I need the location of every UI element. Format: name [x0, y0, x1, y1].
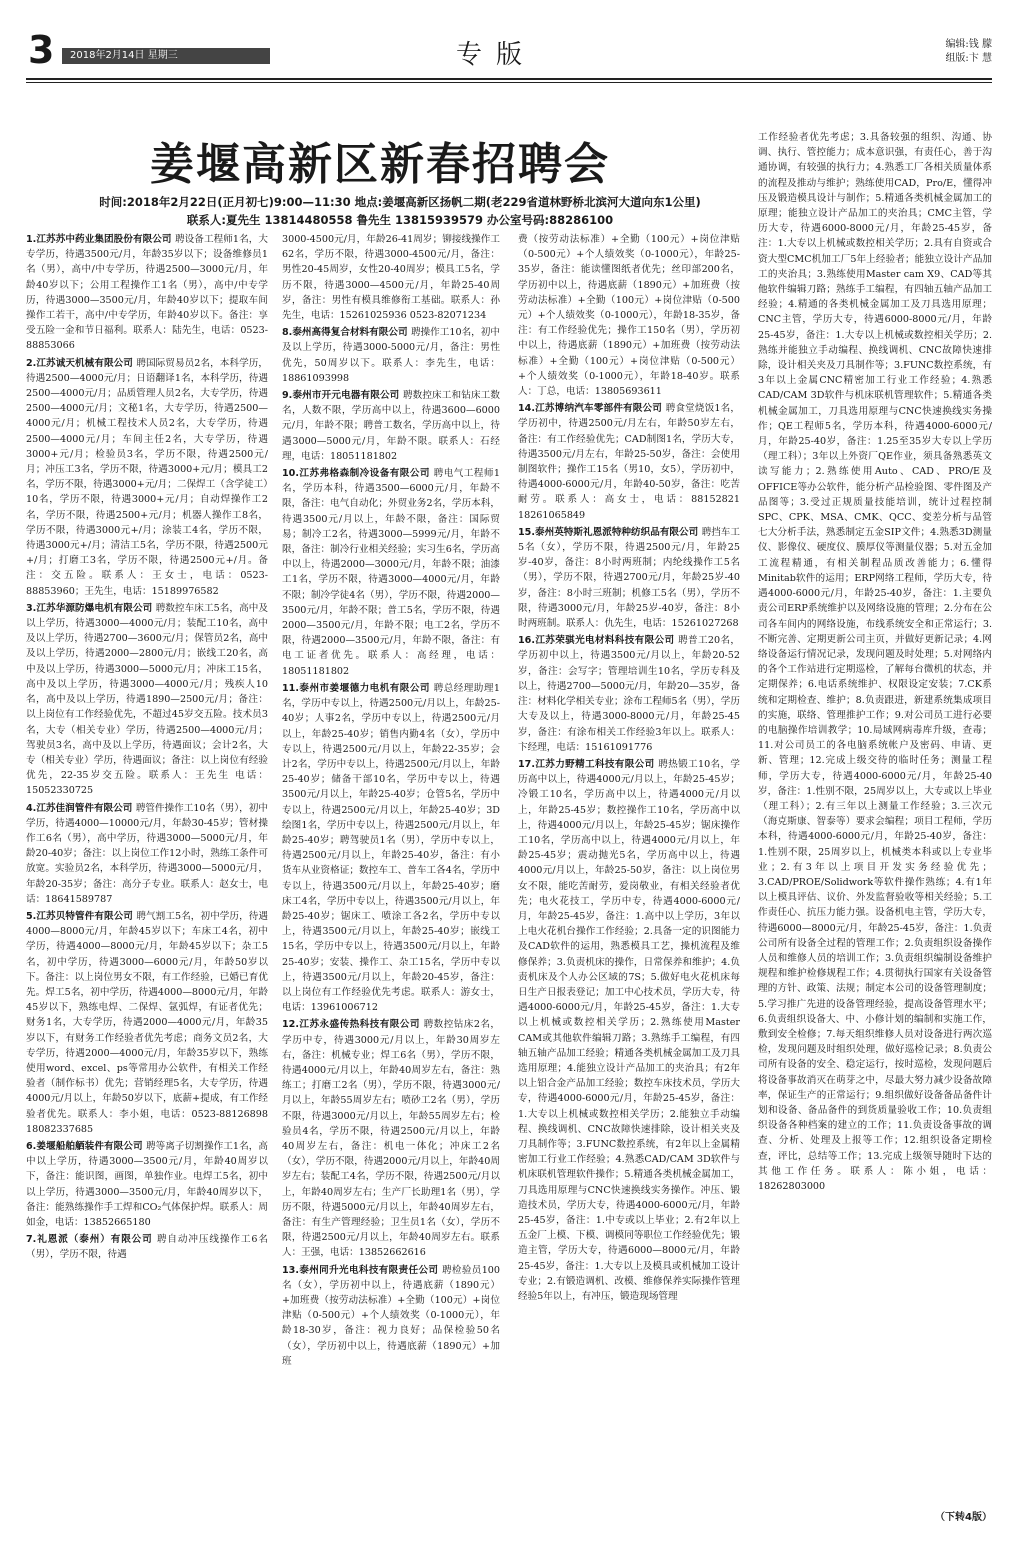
listing-body: 费（按劳动法标准）+全勤（100元）+岗位津贴（0-500元）+个人绩效奖（0-1000元），年龄25-35岁，备注：能读懂图纸者优先；丝印部200名，学历初中以上，待遇底薪（1890元）+加班费（按劳动法标准）+全勤（100元）+岗位津贴（0-500元）+个人绩效奖（0-1000元），年龄18-35岁，备注：有工作经验优先；操作工150名（男），学历初中以上，待遇底薪（1890元）+加班费（按劳动法标准）+全勤（100元）+岗位津贴（0-500元）+个人绩效奖（0-1000元），年龄18-40岁。联系人：丁总，电话：13805693611 — [518, 234, 740, 398]
company-name: 15.泰州英特斯礼恩派特种纺织品有限公司 — [518, 526, 702, 538]
company-name: 14.江苏博纳汽车零部件有限公司 — [518, 403, 666, 415]
listing-body: 聘自动冲压线操作工6名（男），学历不限，待遇 — [26, 1234, 268, 1261]
listing-body: 聘食堂烧饭1名，学历初中，待遇2500元/月左右，年龄50岁左右，备注：有工作经验优先；CAD制图1名，学历大专，待遇3500元/月左右，年龄25-50岁，备注：会使用制图软件；操作工15名（男10，女5），学历初中，待遇4000-6000元/月，年龄40-50岁，备注：吃苦耐劳。联系人：高女士，电话：88152821 18261065849 — [518, 403, 740, 521]
listing-body: 聘总经理助理1名，学历中专以上，待遇2500元/月以上，年龄25-40岁；人事2名，学历中专以上，待遇2500元/月以上，年龄25-40岁；销售内勤4名（女），学历中专以上，待遇2500元/月以上，年龄22-35岁；会计2名，学历中专以上，待遇2500元/月以上，年龄25-40岁；储备干部10名，学历中专以上，待遇3500元/月以上，年龄25-40岁；仓管5名，学历中专以上，待遇2500元/月以上，年龄25-40岁；3D绘图1名，学历中专以上，待遇2500元/月以上，年龄25-40岁；聘驾驶员1名（男），学历中专以上，待遇2500元/月以上，年龄25-40岁，备注：有小货车从业资格证；数控车工、普车工各4名，学历中专以上，待遇3500元/月以上，年龄25-40岁；磨床工4名，学历中专以上，待遇3500元/月以上，年龄25-40岁；锯床工、喷涂工各2名，学历中专以上，待遇3500元/月以上，年龄25-40岁；嵌线工15名，学历中专以上，待遇3500元/月以上，年龄25-40岁；安装、操作工、杂工15名，学历中专以上，待遇3500元/月以上，年龄20-45岁，备注：以上岗位有工作经验优先考虑。联系人：游女士，电话：13961006712 — [282, 682, 500, 1014]
listing-item — [26, 601, 268, 799]
masthead — [26, 28, 992, 74]
header-rule — [26, 78, 992, 80]
listing-body: 聘管件操作工10名（男），初中学历，待遇4000—10000元/月，年龄30-45岁；管材操作工6名（男），高中学历，待遇3000—5000元/月，年龄20-40岁；备注：以上岗位工作12小时，熟练工条件可放宽。实验员2名，本科学历，待遇3000—5000元/月，年龄20-35岁；备注：高分子专业。联系人：赵女士，电话：18641589787 — [26, 802, 268, 905]
column-1 — [26, 232, 268, 1512]
listing-item — [518, 401, 740, 523]
company-name: 1.江苏苏中药业集团股份有限公司 — [26, 234, 175, 245]
company-name: 16.江苏荣骐光电材料科技有限公司 — [518, 635, 679, 647]
listing-item — [518, 232, 740, 399]
listing-body: 聘操作工10名，初中及以上学历，待遇3000-5000元/月，备注：男性优先，50周岁以下。联系人：李先生，电话：18861093998 — [282, 327, 500, 384]
listing-item — [282, 325, 500, 386]
article-title: 姜堰高新区新春招聘会 — [150, 139, 610, 190]
listing-item — [758, 130, 992, 1194]
listing-item — [282, 681, 500, 1015]
column-4 — [758, 130, 992, 1512]
listing-item — [282, 232, 500, 323]
listing-body: 聘设备工程师1名，大专学历，待遇3500元/月，年龄35岁以下；设备维修员1名（男），高中/中专学历，待遇2500—3000元/月，年龄40岁以下；公用工程操作工1名（男），高中/中专学历，待遇3000—3500元/月，年龄40岁以下；提取车间操作工若干，高中/中专学历，年龄40岁以下。备注：享受五险一金和节日福利。联系人：陆先生，电话：0523-88853066 — [26, 234, 268, 352]
company-name: 12.江苏永盛传热科技有限公司 — [282, 1019, 424, 1031]
listing-item — [26, 1232, 268, 1262]
listing-item — [282, 388, 500, 464]
section-title: 专版 — [456, 40, 537, 70]
company-name: 6.姜堰船舶舾装件有限公司 — [26, 1140, 147, 1152]
listing-body: 聘国际贸易员2名，本科学历，待遇2500—4000元/月；日语翻译1名，本科学历，待遇2500—4000元/月；品质管理人员2名，大专学历，待遇2500—4000元/月；文秘1名，大专学历，待遇2500—4000元/月；机械工程技术人员2名，大专学历，待遇2500—4000元/月；车间主任2名，大专学历，待遇3000+元/月；检验员3名，学历不限，待遇2500元/月；冲压工3名，学历不限，待遇3000+元/月；模具工2名，学历不限，待遇3000+元/月；二保焊工（含学徒工）10名，学历不限，待遇3000+元/月；自动焊操作工2名，学历不限，待遇2500+元/月；机器人操作工8名，学历不限，待遇3000元+/月；涂装工4名，学历不限，待遇3000元+/月；清洁工5名，学历不限，待遇2500元+/月；打磨工3名，学历不限，待遇2500元+/月。备注：交五险。联系人：王女士，电话：0523-88853960；王先生，电话：15189976582 — [26, 357, 268, 597]
listing-item — [282, 1017, 500, 1260]
header-rule-thin — [26, 82, 992, 83]
listing-body: 聘数控车床工5名，高中及以上学历，待遇3000—4000元/月；装配工10名，高中及以上学历，待遇2700—3600元/月；保管员2名，高中及以上学历，待遇2000—2800元/月；嵌线工20名，高中及以上学历，待遇3000—5000元/月；冲床工15名，高中及以上学历，待遇3000—4000元/月；残疾人10名，高中及以上学历，待遇1890—2500元/月；备注：以上岗位有工作经验优先，不超过45岁交五险。技术员3名，大专（相关专业）学历，待遇2500—4000元/月；驾驶员3名，高中及以上学历，待遇面议；会计2名，大专（相关专业）学历，待遇面议；备注：以上岗位有经验优先，22-35岁交五险。联系人：王先生 电话：15052330725 — [26, 602, 268, 797]
page-number: 3 — [28, 28, 55, 72]
editor-credits — [945, 38, 992, 66]
company-name: 3.江苏华源防爆电机有限公司 — [26, 602, 156, 614]
listing-body: 聘等离子切割操作工1名，高中以上学历，待遇3000—3500元/月，年龄40周岁以下，备注：能识图，画图，单独作业。电焊工5名，初中以上学历，待遇3000—3500元/月，年龄40周岁以下，备注：能熟练操作手工焊和CO₂气体保护焊。联系人：周如金，电话：13852665180 — [26, 1140, 268, 1228]
company-name: 10.江苏弗格森制冷设备有限公司 — [282, 468, 434, 480]
event-info-line1: 时间:2018年2月22日(正月初七)9:00—11:30 地点:姜堰高新区扬帆二期(老229省道林野桥北滨河大道向东1公里) — [99, 195, 701, 209]
listing-body: 工作经验者优先考虑；3.具备较强的组织、沟通、协调、执行、管控能力；成本意识强，有责任心，善于沟通协调，有较强的执行力；4.熟悉工厂各相关质量体系的流程及推动与维护；熟练使用CAD，Pro/E，懂得冲压及锻造模具设计与制作；5.精通各类机械金属加工的原理；能独立设计产品加工的夹治具；CMC主管，学历大专，待遇6000-8000元/月，年龄25-45岁，备注：1.大专以上机械或数控相关学历；2.具有自资或合资大型CMC机加工厂5年上经验者；能独立设计产品加工的夹治具；3.熟练使用Master cam X9、CAD等其他软件编辑刀路；熟练手工编程，有四轴五轴产品加工经验；4.精通的各类机械金属加工及刀具选用原理；CNC主管，学历大专，待遇6000-8000元/月，年龄25-45岁，备注：1.大专以上机械或数控相关学历；2.熟练并能独立手动编程、换线调机、CNC故障快速排除，设计相关夹及刀具制作等；3.FUNC数控系统，有3年以上金属CNC精密加工行业工作经验；4.熟悉CAD/CAM 3D软件与机床联机管理软件；5.精通各类机械金属加工，刀具选用原理与CNC快速换线实务操作；QE工程师5名，学历本科，待遇4000-6000元/月，年龄25-40岁，备注：1.25至35岁大专以上学历（理工科）；3年以上外资厂QE作业，须具备熟悉英文读写能力；2.熟练使用Auto、CAD、PRO/E及OFFICE等办公软件，能分析产品检验图、零件图及产品图等；3.受过正规质量技能培训，统计过程控制SPC、CPK、MSA、CMK、QCC、変差分析与品管七大分析手法，熟悉制定五金SIP文件；4.熟悉3D测量仪、影像仪、硬度仪、膜厚仪等测量仪器；5.对五金加工流程精通，有相关制程品质改善能力；6.懂得Minitab软件的运用；ERP网络工程师，学历大专，待遇4000-6000元/月，年龄25-40岁，备注：1.主要负责公司ERP系统维护以及网络设施的管理；2.分布在公司各车间内的网络设施，布线系统安全和正常运行；3.不断完善、定期更新公司主页，并做好更新记录；4.网络设备运行情况记录，发现问题及时处理；5.对网络内的各个工作站进行定期巡检，了解每台微机的状态，并定期保养；6.电话系统维护、权限设定安装；7.CK系统和定期检查、维护；8.负责跟进，新建系统集成项目的实施，联络、管理推护工作；9.对公司员工进行必要的电脑操作培训教学；10.局域网病毒库升级，查毒；11.对公司员工的各电脑系统帐户及密码、申请、更新、管理；12.完成上级交待的临时任务；测量工程师，学历大专，待遇4000-6000元/月，年龄25-40岁，备注：1.性别不限，25周岁以上，大专或以上毕业（理工科）；2.有三年以上测量工作经验；3.三次元（海克斯康、智泰等）要求会编程；项目工程师，学历本科，待遇4000-6000元/月，年龄25-40岁，备注：1.性别不限，25周岁以上，机械类本科或以上专业毕业；2.有3年以上项目开发实务经验优先；3.CAD/PROE/Solidwork等软件操作熟练；4.有1年以上模具评估、议价、外发监督验收等相关经验；5.工作责任心、抗压力能力强。设备机电主管，学历大专，待遇6000—8000元/月，年龄25-45岁，备注：1.负责公司所有设备全过程的管理工作；2.负责组织设备操作人员和维修人员的培训工作；3.负责组织编制设备维护规程和维护检修规程工作；4.贯彻执行国家有关设备管理的方针、政策、法规；制定本公司的设备管理制度；5.学习推广先进的设备管理经验，提高设备管理水平；6.负责组织设备大、中、小修计划的编制和实施工作，敷到安全检修；7.每天组织维修人员对设备进行两次巡检，发现问题及时组织处理，做好巡检记录；8.负责公司所有设备的安全、稳定运行，按时巡检，发现问题后将设备事故消灭在萌芽之中，尽最大努力减少设备故障率，保证生产的正常运行；9.组织做好设备备品备件计划和设备、备品备件的到货质量验收工作；10.负责组织设备各种档案的建立的工作；11.负责设备事故的调查、分析、处理及上报等工作；12.组织设备定期检查，评比，总结等工作；13.完成上级领导随时下达的其他工作任务。联系人：陈小姐，电话：18262803000 — [758, 132, 992, 1193]
listing-body: 聘普工20名，学历初中以上，待遇3500元/月以上，年龄20-52岁，备注：会写字；管理培训生10名，学历专科及以上，待遇2700—5000元/月，年龄20—35岁，备注：材料化学相关专业；涂布工程师5名（男），学历大专及以上，待遇3000-8000元/月，年龄25-45岁，备注：有涂布相关工作经验3年以上。联系人：卞经理，电话：15161091776 — [518, 635, 740, 753]
company-name: 17.江苏力野精工科技有限公司 — [518, 758, 659, 770]
company-name: 9.泰州市开元电器有限公司 — [282, 390, 403, 402]
date-bar: 2018年2月14日 星期三 — [62, 48, 270, 64]
listing-item — [282, 466, 500, 679]
listing-body: 聘挡车工5名（女），学历不限，待遇2500元/月，年龄25岁-40岁，备注：8小时两班制；内纶线操作工5名（男），学历不限，待遇2700元/月，年龄25岁-40岁，备注：8小时三班制；机修工5名（男），学历不限，待遇3000元/月，年龄25岁-40岁，备注：8小时两班制。联系人：仇先生，电话：15261027268 — [518, 526, 740, 630]
company-name: 4.江苏佳润管件有限公司 — [26, 802, 136, 814]
listing-body: 聘数控钻床2名，学历中专，待遇3000元/月以上，年龄30周岁左右，备注：机械专业；焊工6名（男），学历不限，待遇4000元/月以上，年龄40周岁左右，备注：熟练工；打磨工2名（男），学历不限，待遇3000元/月以上，年龄55周岁左右；喷砂工2名（男），学历不限，待遇3000元/月以上，年龄55周岁左右；检验员4名，学历不限，待遇2500元/月以上，年龄40周岁左右，备注：机电一体化；冲床工2名（女），学历不限，待遇2000元/月以上，年龄40周岁左右；装配工4名，学历不限，待遇2500元/月以上，年龄40周岁左右；生产厂长助理1名（男），学历不限，待遇5000元/月以上，年龄40周岁左右，备注：有生产管理经验；卫生员1名（女），学历不限，待遇2500元/月以上，年龄40周岁左右。联系人：王强，电话：13852662616 — [282, 1019, 500, 1259]
column-3 — [518, 232, 740, 1512]
company-name: 13.泰州同升光电科技有限责任公司 — [282, 1264, 442, 1276]
listing-item — [26, 1139, 268, 1230]
listing-item — [518, 757, 740, 1304]
event-info-line2: 联系人:夏先生 13814480558 鲁先生 13815939579 办公室号码:88286100 — [186, 213, 614, 227]
company-name: 7.礼恩派（泰州）有限公司 — [26, 1234, 157, 1246]
company-name: 11.泰州市姜堰德力电机有限公司 — [282, 682, 434, 694]
listing-item — [26, 232, 268, 354]
listing-body: 聘检验员100名（女），学历初中以上，待遇底薪（1890元）+加班费（按劳动法标准）+全勤（100元）+岗位津贴（0-500元）+个人绩效奖（0-1000元），年龄18-30岁，备注：视力良好；品保检验50名（女），学历初中以上，待遇底薪（1890元）+加班 — [282, 1264, 500, 1367]
listing-body: 聘气割工5名，初中学历，待遇4000—8000元/月，年龄45岁以下；车床工4名，初中学历，待遇4000—8000元/月，年龄45岁以下；杂工5名，初中学历，待遇3000—6000元/月，年龄50岁以下。备注：以上岗位男女不限，有工作经验，已婚已育优先。焊工5名，初中学历，待遇4000—8000元/月，年龄45岁以下，熟练电焊、二保焊、氩弧焊，有证者优先；财务1名，大专学历，待遇2000—4000元/月，年龄35岁以下，有财务工作经验者优先考虑；商务文员2名，大专学历，待遇2000—4000元/月，年龄35岁以下，熟练使用word、excel、ps等常用办公软件，有相关工作经验者（制作标书）优先；营销经理5名，大专学历，待遇4000元/月以上，年龄50岁以下，底薪+提成，有工作经验者优先。联系人：李小姐，电话：0523-88126898 18082337685 — [26, 910, 268, 1135]
listing-body: 3000-4500元/月，年龄26-41周岁；铆接线操作工62名，学历不限，待遇3000-4500元/月，备注：男性20-45周岁，女性20-40周岁；模具工5名，学历不限，待遇3000—4500元/月，年龄25-40周岁，备注：男性有模具维修衔工基础。联系人：孙先生，电话：15261025936 0523-82071234 — [282, 234, 500, 322]
listing-body: 聘电气工程师1名，学历本科，待遇3500—6000元/月，年龄不限，备注：电气自动化；外贸业务2名，学历本科，待遇3500元/月以上，年龄不限，备注：国际贸易；制冷工2名，待遇3000—5999元/月，年龄不限，备注：制冷行业相关经验；实习生6名，学历高中以上，待遇2000—3000元/月，年龄不限；油漆工1名，学历不限，待遇3000—4000元/月，年龄不限；制冷学徒4名（男），学历不限，待遇2000—3500元/月，年龄不限；普工5名，学历不限，待遇2000—3500元/月，年龄不限；电工2名，学历不限，待遇2000—3500元/月，年龄不限，备注：有电工证者优先。联系人：高经理，电话：18051181802 — [282, 468, 500, 677]
listing-item — [26, 909, 268, 1137]
listing-body: 聘热锻工10名，学历高中以上，待遇4000元/月以上，年龄25-45岁；冷锻工10名，学历高中以上，待遇4000元/月以上，年龄25-45岁；数控操作工10名，学历高中以上，待遇4000元/月以上，年龄25-45岁；锯床操作工10名，学历高中以上，待遇4000元/月以上，年龄25-45岁；震动抛光5名，学历高中以上，待遇4000元/月以上，年龄25-50岁，备注：以上岗位男女不限，能吃苦耐劳，爱岗敬业，有相关经验者优先；电火花技工，学历中专，待遇4000-6000元/月，年龄25-45岁，备注：1.高中以上学历，3年以上电火花机台操作工作经验；2.具备一定的识图能力及CAD软件的运用，熟悉模具工艺，操机流程及维修保养；3.负责机床的操作，日常保养和维护；4.负责机床及个人办公区域的7S；5.做好电火花机床每日生产日报表登记；加工中心技术员，学历大专，待遇4000-6000元/月，年龄25-45岁，备注：1.大专以上机械或数控相关学历；2.熟练使用Master CAM或其他软件编辑刀路；3.熟练手工编程，有四轴五轴产品加工经验；精通各类机械金属加工及刀具选用原理；4.能独立设计产品加工的夹治具；有2年以上铝合金产品加工经验；数控车床技术员，学历大专，待遇4000-6000元/月，年龄25-45岁，备注：1.大专以上机械或数控相关学历；2.能独立手动编程、换线调机、CNC故障快速排除，设计相关夹及刀具制作等；3.FUNC数控系统，有2年以上金属精密加工行业工作经验；4.熟悉CAD/CAM 3D软件与机床联机管理软件操作；5.精通各类机械金属加工，刀具选用原理与CNC快速换线实务操作。冲压、锻造技术员，学历大专，待遇4000-6000元/月，年龄25-45岁，备注：1.中专或以上毕业；2.有2年以上五金厂上模、下模、调模同等职位工作经验优先；锻造主管，学历大专，待遇6000—8000元/月，年龄25-45岁，备注：1.大专以上及模具或机械加工设计专业；2.有锻造调机、改模、维修保养实际操作管理经验5年以上，有冲压，锻造现场管理 — [518, 758, 740, 1303]
company-name: 8.泰州高得复合材料有限公司 — [282, 327, 411, 339]
column-2 — [282, 232, 500, 1512]
listing-body: 聘数控床工和钻床工数名，人数不限，学历高中以上，待遇3600—6000元/月，年龄不限；聘普工数名，学历高中以上，待遇3000—5000元/月，年龄不限。联系人：石经理，电话：18051181802 — [282, 390, 500, 462]
listing-item — [518, 633, 740, 755]
listing-item — [518, 525, 740, 631]
layout-line: 组版:卞 慧 — [945, 53, 992, 64]
listing-item — [26, 356, 268, 599]
editor-line: 编辑:钱 朦 — [945, 39, 992, 50]
listing-item — [282, 1263, 500, 1369]
listing-item — [26, 801, 268, 907]
continued-note: （下转4版） — [935, 1512, 992, 1523]
company-name: 2.江苏诚天机械有限公司 — [26, 357, 137, 369]
company-name: 5.江苏贝特管件有限公司 — [26, 910, 137, 922]
